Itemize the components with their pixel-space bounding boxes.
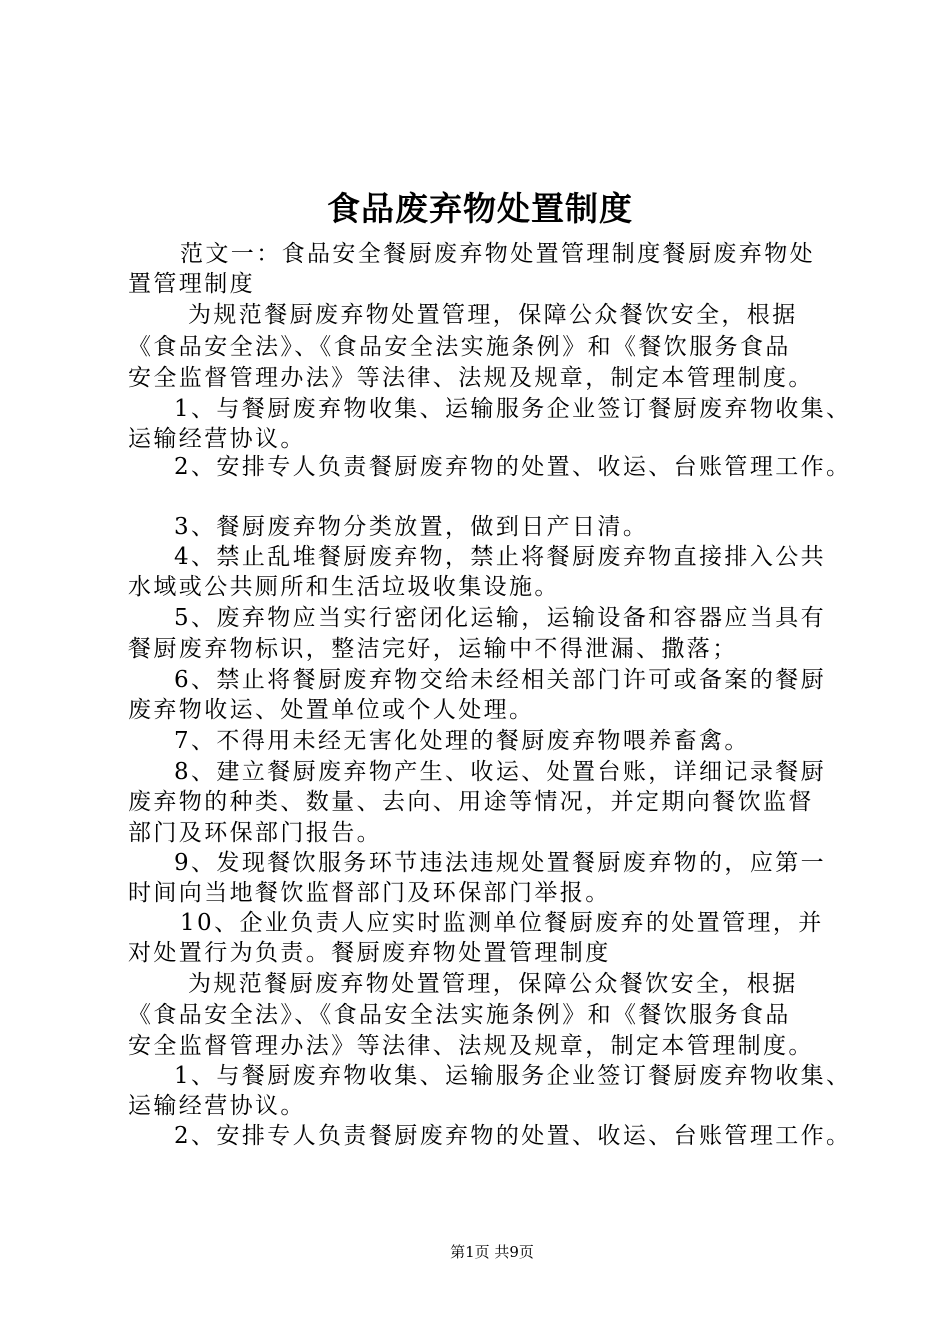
text-line: 《食品安全法》、《食品安全法实施条例》和《餐饮服务食品 xyxy=(128,334,791,360)
text-line: 餐厨废弃物标识，整洁完好，运输中不得泄漏、撒落； xyxy=(128,636,738,662)
text-line: 安全监督管理办法》等法律、法规及规章，制定本管理制度。 xyxy=(128,1033,814,1059)
text-line: 运输经营协议。 xyxy=(128,1093,306,1119)
document-title: 食品废弃物处置制度 xyxy=(327,189,633,228)
text-line: 安全监督管理办法》等法律、法规及规章，制定本管理制度。 xyxy=(128,365,814,391)
text-line: 为规范餐厨废弃物处置管理，保障公众餐饮安全，根据 xyxy=(188,971,798,997)
text-line: 置管理制度 xyxy=(128,271,255,297)
text-line: 废弃物的种类、数量、去向、用途等情况，并定期向餐饮监督 xyxy=(128,789,814,815)
text-line: 5、废弃物应当实行密闭化运输，运输设备和容器应当具有 xyxy=(174,605,827,631)
text-line: 部门及环保部门报告。 xyxy=(128,820,382,846)
text-line: 运输经营协议。 xyxy=(128,426,306,452)
text-line: 1、与餐厨废弃物收集、运输服务企业签订餐厨废弃物收集、 xyxy=(174,396,852,422)
text-line: 7、不得用未经无害化处理的餐厨废弃物喂养畜禽。 xyxy=(174,728,750,754)
text-line: 8、建立餐厨废弃物产生、收运、处置台账，详细记录餐厨 xyxy=(174,759,827,785)
text-line: 10、企业负责人应实时监测单位餐厨废弃的处置管理，并 xyxy=(180,910,824,936)
text-line: 6、禁止将餐厨废弃物交给未经相关部门许可或备案的餐厨 xyxy=(174,667,827,693)
text-line: 4、禁止乱堆餐厨废弃物，禁止将餐厨废弃物直接排入公共 xyxy=(174,544,827,570)
text-line: 《食品安全法》、《食品安全法实施条例》和《餐饮服务食品 xyxy=(128,1002,791,1028)
text-line: 2、安排专人负责餐厨废弃物的处置、收运、台账管理工作。 xyxy=(174,1123,852,1149)
text-line: 时间向当地餐饮监督部门及环保部门举报。 xyxy=(128,880,611,906)
text-line: 范文一：食品安全餐厨废弃物处置管理制度餐厨废弃物处 xyxy=(180,241,815,267)
text-line: 水域或公共厕所和生活垃圾收集设施。 xyxy=(128,574,560,600)
text-line: 1、与餐厨废弃物收集、运输服务企业签订餐厨废弃物收集、 xyxy=(174,1063,852,1089)
text-line: 3、餐厨废弃物分类放置，做到日产日清。 xyxy=(174,514,649,540)
text-line: 2、安排专人负责餐厨废弃物的处置、收运、台账管理工作。 xyxy=(174,454,852,480)
page-number-footer: 第1页 共9页 xyxy=(450,1243,534,1261)
text-line: 废弃物收运、处置单位或个人处理。 xyxy=(128,697,535,723)
text-line: 9、发现餐饮服务环节违法违规处置餐厨废弃物的，应第一 xyxy=(174,850,827,876)
text-line: 为规范餐厨废弃物处置管理，保障公众餐饮安全，根据 xyxy=(188,302,798,328)
text-line: 对处置行为负责。餐厨废弃物处置管理制度 xyxy=(128,940,611,966)
